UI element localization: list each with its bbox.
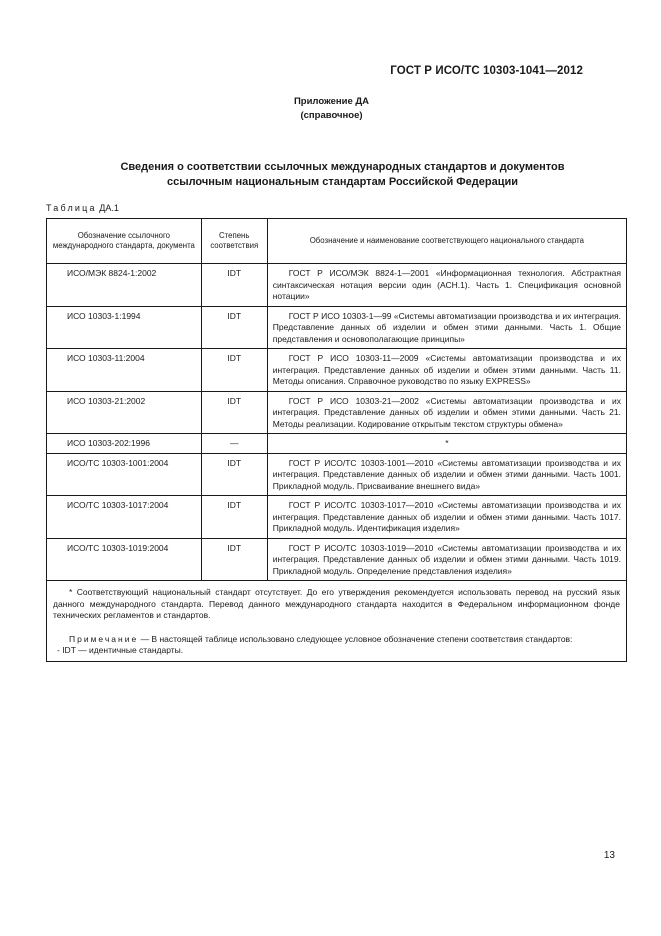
section-title [60,160,625,190]
national-standard-text: ГОСТ Р ИСО 10303-11—2009 «Системы автоматизации производства и их интеграция. Представление данных об изделии и обмен этими данными. Часть 11. Методы описания. Справочное руководство по языку EXPRESS» [272,353,621,386]
document-code: ГОСТ Р ИСО/ТС 10303-1041—2012 [390,65,583,77]
national-standard-text: ГОСТ Р ИСО/ТС 10303-1019—2010 «Системы автоматизации производства и их интеграция. Представление данных об изделии и обмен этими данными. Часть 1019. Прикладной модуль. Определение представления изделия» [272,542,621,576]
section-title-line-2: ссылочным национальным стандартам Российской Федерации [166,176,519,188]
cell-reference: ИСО 10303-21:2002 [47,391,202,434]
cell-national-standard [267,496,626,539]
note-item: - IDT — идентичные стандарты. [57,645,184,655]
cell-national-standard [267,306,626,349]
table-row [47,306,627,349]
page-number: 13 [603,850,615,861]
cell-degree: IDT [201,496,267,539]
table-row [47,434,627,454]
cell-national-standard [267,264,626,307]
national-standard-text: ГОСТ Р ИСО/ТС 10303-1001—2010 «Системы автоматизации производства и их интеграция. Представление данных об изделии и обмен этими данными. Часть 1001. Прикладной модуль. Присваивание внешнего вида» [272,457,621,491]
national-standard-text: ГОСТ Р ИСО/ТС 10303-1017—2010 «Системы автоматизации производства и их интеграция. Представление данных об изделии и обмен этими данными. Часть 1017. Прикладной модуль. Идентификация изделия» [272,500,621,533]
note-label: Примечание [69,633,139,644]
appendix-subtitle: (справочное) [300,110,363,121]
cell-degree: IDT [201,264,267,307]
table-row [47,391,627,434]
table-row [47,264,627,307]
table-row [47,349,627,392]
header-reference-standard: Обозначение ссылочного международного стандарта, документа [47,219,202,264]
cell-degree: IDT [201,306,267,349]
cell-reference: ИСО/ТС 10303-1019:2004 [47,538,202,581]
footnote: * Соответствующий национальный стандарт отсутствует. До его утверждения рекомендуется использовать перевод на русский язык данного международного стандарта. Перевод данного международного стандарта находится в Федеральном информационном фонде технических регламентов и стандартов. [53,587,620,620]
section-title-line-1: Сведения о соответствии ссылочных международных стандартов и документов [120,161,565,173]
cell-reference: ИСО/ТС 10303-1017:2004 [47,496,202,539]
table-row [47,453,627,496]
table-row [47,538,627,581]
note-text: — В настоящей таблице использовано следующее условное обозначение степени соответствия стандартов: [138,633,573,644]
cell-national-standard [267,538,626,581]
national-standard-text: ГОСТ Р ИСО/МЭК 8824-1—2001 «Информационная технология. Абстрактная синтаксическая нотация версии один (АСН.1). Часть 1. Спецификация основной нотации» [272,268,621,301]
cell-degree: IDT [201,349,267,392]
cell-reference: ИСО 10303-11:2004 [47,349,202,392]
table-notes-row [47,581,627,662]
cell-degree: IDT [201,391,267,434]
national-standard-text: ГОСТ Р ИСО 10303-1—99 «Системы автоматизации производства и их интеграция. Представление данных об изделии и обмен этими данными. Часть 1. Общие представления и основополагающие принципы» [272,310,621,344]
table-label-number: ДА.1 [99,203,119,213]
table-notes [47,581,627,662]
note [53,634,620,646]
national-standard-text: ГОСТ Р ИСО 10303-21—2002 «Системы автоматизации производства и их интеграция. Представление данных об изделии и обмен этими данными. Часть 21. Методы реализации. Кодирование открытым текстом структуры обмена» [272,395,621,429]
table-header-row [47,219,627,264]
table-row [47,496,627,539]
standards-table [46,218,627,662]
cell-national-standard [267,453,626,496]
cell-reference: ИСО/ТС 10303-1001:2004 [47,453,202,496]
cell-degree: IDT [201,538,267,581]
table-label-prefix: Таблица [46,203,97,213]
appendix-title: Приложение ДА [293,96,370,107]
cell-degree: — [201,434,267,454]
header-degree-of-conformity: Степень соответствия [201,219,267,264]
cell-national-standard [267,349,626,392]
cell-reference: ИСО 10303-202:1996 [47,434,202,454]
appendix-heading [0,95,661,123]
cell-reference: ИСО 10303-1:1994 [47,306,202,349]
table-label [46,203,119,213]
header-national-standard: Обозначение и наименование соответствующего национального стандарта [267,219,626,264]
cell-degree: IDT [201,453,267,496]
cell-national-standard [267,391,626,434]
cell-national-standard: * [267,434,626,454]
cell-reference: ИСО/МЭК 8824-1:2002 [47,264,202,307]
